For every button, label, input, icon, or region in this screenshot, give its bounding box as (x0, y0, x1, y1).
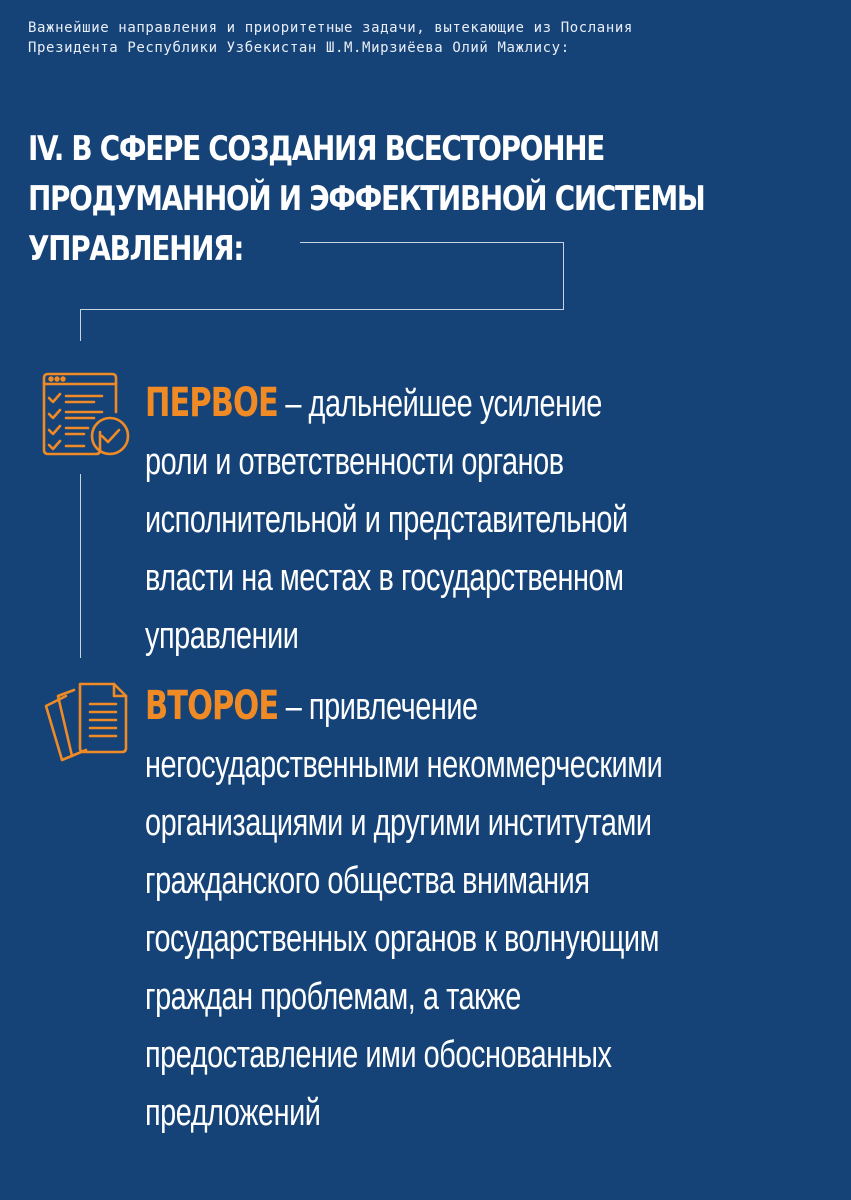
header-line-1: Важнейшие направления и приоритетные задачи, вытекающие из Послания (28, 20, 633, 36)
connector-line-vertical-lower (80, 474, 81, 658)
checklist-icon (40, 370, 132, 464)
section-title-line-2: ПРОДУМАННОЙ И ЭФФЕКТИВНОЙ СИСТЕМЫ (28, 179, 705, 219)
item-first-line-4: власти на местах в государственном (145, 557, 624, 599)
item-second-line-8: предложений (145, 1092, 321, 1134)
header-line-2: Президента Республики Узбекистан Ш.М.Мирзиёева Олий Мажлису: (28, 40, 570, 56)
item-second-text-1: привлечение (308, 686, 478, 728)
item-first-separator: – (277, 383, 309, 425)
item-second-line-5: государственных органов к волнующим (145, 918, 659, 960)
item-second (145, 677, 845, 1142)
item-second-line-4: гражданского общества внимания (145, 860, 590, 902)
section-title (28, 124, 705, 274)
item-second-line-1 (145, 677, 844, 736)
item-first-text-1: дальнейшее усиление (308, 383, 602, 425)
item-first-line-5: управлении (145, 615, 299, 657)
item-first-line-2: роли и ответственности органов (145, 441, 564, 483)
item-second-keyword: ВТОРОЕ (145, 683, 279, 729)
item-second-separator: – (278, 686, 309, 728)
item-first-line-1 (145, 374, 844, 433)
header-caption (28, 18, 828, 58)
item-first-keyword: ПЕРВОЕ (145, 380, 278, 426)
item-first-line-3: исполнительной и представительной (145, 499, 628, 541)
connector-line-right (563, 242, 564, 310)
connector-line-middle (80, 309, 564, 310)
item-second-line-6: граждан проблемам, а также (145, 976, 521, 1018)
item-second-line-2: негосударственными некоммерческими (145, 744, 663, 786)
connector-line-vertical-upper (80, 309, 81, 341)
item-first (145, 374, 845, 665)
documents-icon (40, 676, 132, 770)
item-second-line-7: предоставление ими обоснованных (145, 1034, 612, 1076)
section-title-line-3: УПРАВЛЕНИЯ: (28, 229, 244, 269)
item-second-line-3: организациями и другими институтами (145, 802, 652, 844)
connector-line-top (300, 242, 564, 243)
section-title-line-1: IV. В СФЕРЕ СОЗДАНИЯ ВСЕСТОРОННЕ (28, 129, 604, 169)
